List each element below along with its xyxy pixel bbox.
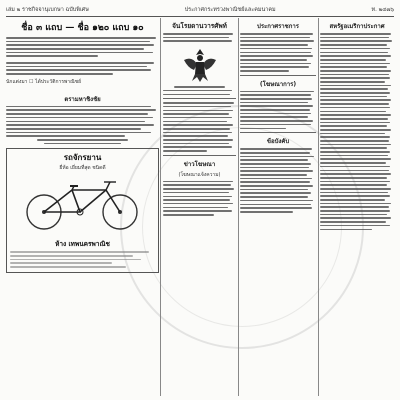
column-2-divider xyxy=(163,155,236,156)
column-2 xyxy=(163,18,236,396)
column-rule xyxy=(318,18,319,396)
column-1 xyxy=(6,18,159,396)
bicycle-advertisement xyxy=(6,148,159,273)
column-4-text-block xyxy=(320,33,394,230)
column-3-text-block xyxy=(240,148,316,212)
column-1-section-title: ตรามหาชิงชัย xyxy=(64,95,101,103)
column-rule xyxy=(160,18,161,396)
column-3-text-block xyxy=(240,33,316,71)
column-2-text-block xyxy=(163,181,236,216)
column-1-text-block xyxy=(6,37,159,57)
column-2-divider xyxy=(163,98,236,99)
column-3-subheading: ข้อบังคับ xyxy=(266,138,290,146)
column-4 xyxy=(320,18,394,396)
column-2-subheading: ข่าวโฆษณา xyxy=(183,160,216,168)
column-2-title: จันโรยดานวารศัพท์ xyxy=(172,22,227,30)
ad-subtitle: ยี่ห้อ เยี่ยมที่สุด ชนิดดี xyxy=(59,165,106,172)
column-rule xyxy=(238,18,239,396)
column-1-text-block xyxy=(6,62,159,75)
masthead xyxy=(6,4,394,17)
column-3 xyxy=(240,18,316,396)
masthead-right: ท. ๒๔๗๖ xyxy=(371,7,394,13)
masthead-left: เล่ม ๒ ราชกิจจานุเบกษา ฉบับพิเศษ xyxy=(6,7,89,13)
column-3-divider xyxy=(240,132,316,133)
ad-title: รถจักรยาน xyxy=(63,153,102,163)
bicycle-illustration xyxy=(10,172,157,234)
column-2-text-block xyxy=(163,33,236,42)
column-3-subheading: (โฆษณาการ) xyxy=(259,80,297,88)
column-2-text-block xyxy=(163,102,236,152)
column-2-subheading-note: (โฆษณาแจ้งความ) xyxy=(178,171,221,178)
column-3-divider xyxy=(240,75,316,76)
ad-details xyxy=(10,251,155,267)
garuda-emblem-icon xyxy=(180,46,220,84)
column-2-text-block xyxy=(163,86,236,95)
column-4-title: สหรัฐอเมริกาประกาศ xyxy=(329,23,385,30)
column-1-text-block xyxy=(6,106,159,144)
column-3-text-block xyxy=(240,91,316,129)
column-1-notice: นักแต่งมา ☐ ได้ประวัติการพาณิชย์ xyxy=(6,78,82,85)
column-1-headline: ชื่อ ๓ แถบ — ชื่อ ๑๒๐ แถบ ๑๐ xyxy=(21,23,144,33)
column-2-emblem xyxy=(163,46,236,84)
masthead-center: ประกาศกระทรวงพาณิชย์และคมนาคม xyxy=(184,7,276,13)
column-3-title: ประกาศราชการ xyxy=(257,23,299,30)
ad-shop-name: ห้าง เทพนครพาณิช xyxy=(55,240,110,249)
